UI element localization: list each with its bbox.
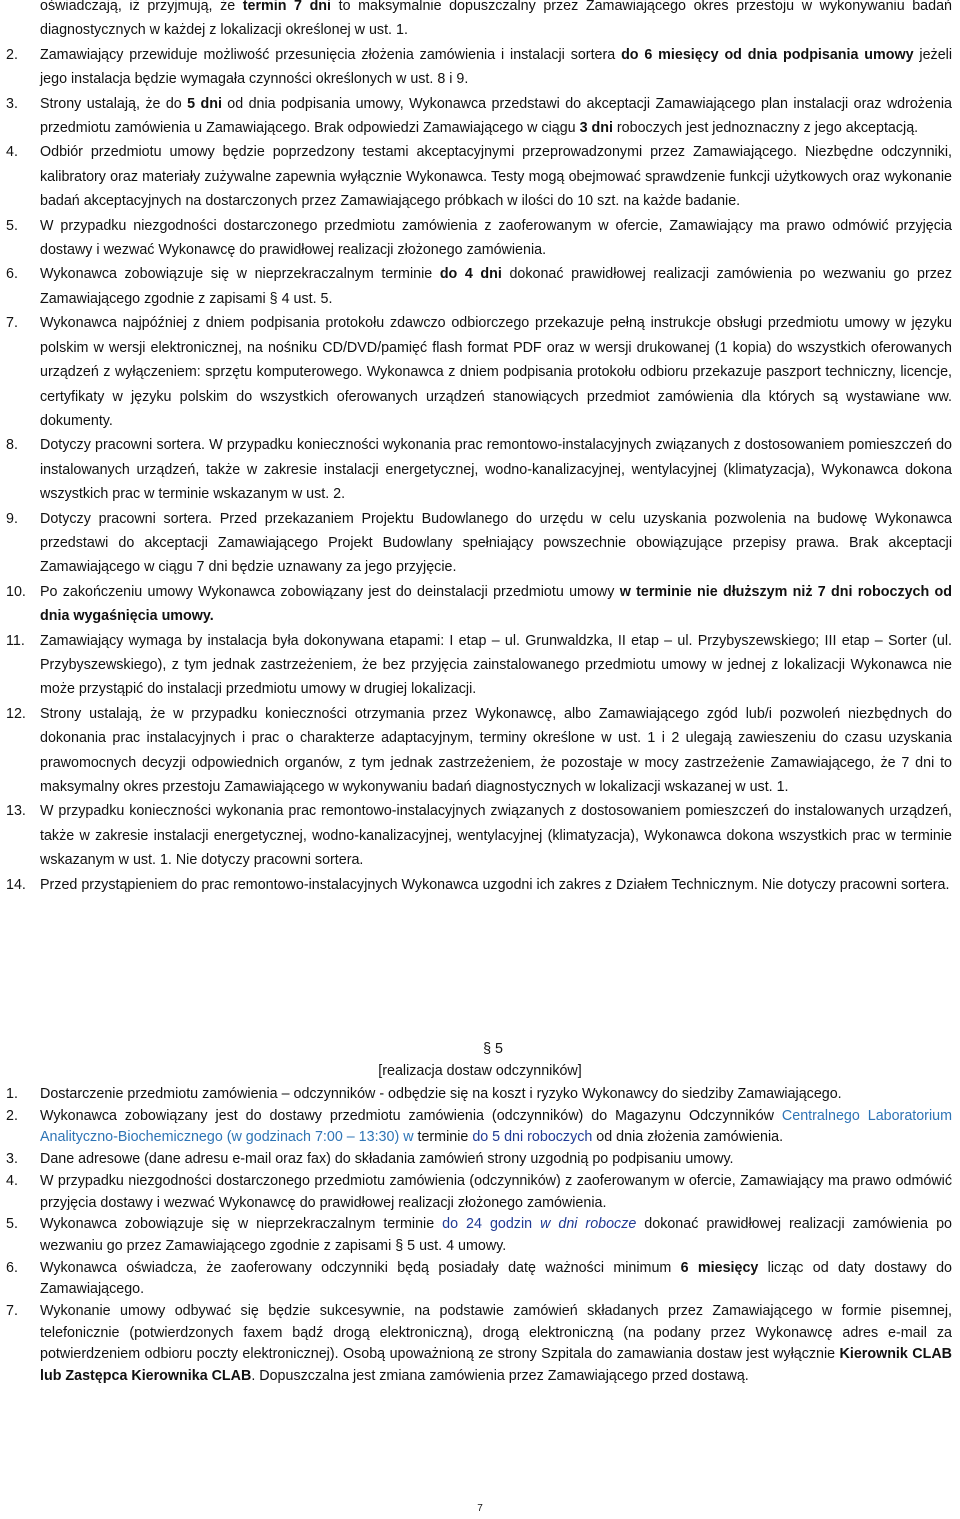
list-item-number: 3. <box>6 1151 18 1168</box>
text-run: Wykonawca zobowiązuje się w nieprzekraczalnym terminie <box>40 1216 443 1233</box>
list-item <box>0 1149 960 1171</box>
text-run: Dane adresowe (dane adresu e-mail oraz fax) do składania zamówień strony uzgodnią po podpisaniu umowy. <box>40 1151 734 1168</box>
text-run: 5 dni <box>187 95 222 112</box>
clause-list-section-5 <box>0 1084 960 1388</box>
list-item <box>0 799 960 872</box>
text-run: Przed przystąpieniem do prac remontowo-instalacyjnych Wykonawca uzgodni ich zakres z Działem Technicznym. Nie dotyczy pracowni sortera. <box>40 876 950 893</box>
text-run: Po zakończeniu umowy Wykonawca zobowiązany jest do deinstalacji przedmiotu umowy <box>40 583 620 600</box>
list-item-text <box>40 1171 960 1214</box>
list-item-text <box>40 629 960 702</box>
text-run: Centralnego Laboratorium Analityczno-Biochemicznego (w godzinach 7:00 – 13:30) w <box>40 1107 952 1146</box>
list-item-text <box>40 799 960 872</box>
list-item <box>0 873 960 897</box>
list-item-text <box>40 140 960 213</box>
text-run: do 4 dni <box>439 266 502 283</box>
text-run: Wykonawca zobowiązany jest do dostawy przedmiotu zamówienia (odczynników) do Magazynu Odczynników <box>40 1107 782 1124</box>
list-item-text <box>40 1084 960 1106</box>
list-item-number: 12. <box>6 705 26 722</box>
text-run: W przypadku niezgodności dostarczonego przedmiotu zamówienia (odczynników) z zaoferowanym w ofercie, Zamawiający ma prawo odmówić przyjęcia dostawy i wezwać Wykonawcę do prawidłowej realizacji złożonego zamówienia. <box>40 1172 952 1211</box>
text-run: termin 7 dni <box>242 0 332 14</box>
list-item <box>0 0 960 43</box>
text-run: do 24 godzin <box>442 1216 541 1233</box>
text-run: Wykonawca najpóźniej z dniem podpisania protokołu zdawczo odbiorczego przekazuje pełną instrukcje obsługi przedmiotu umowy w języku polskim w wersji elektronicznej, na nośniku CD/DVD/pamięć flash format PDF oraz w wersji drukowanej (1 kopia) do wszystkich oferowanych urządzeń z wyłączeniem: sprzętu komputerowego. Wykonawca z dniem podpisania protokołu odbioru przekazuje paszport techniczny, licencje, certyfikaty w języku polskim do wszystkich oferowanych urządzeń stanowiących przedmiot zamówienia dla których są wystawiane ww. dokumenty. <box>40 315 952 429</box>
list-item <box>0 214 960 263</box>
list-item <box>0 1084 960 1106</box>
list-item-text <box>40 1301 960 1388</box>
text-run: od dnia złożenia zamówienia. <box>592 1129 784 1146</box>
list-item-number: 7. <box>6 315 18 332</box>
text-run: do 6 miesięcy od dnia podpisania umowy <box>621 46 914 63</box>
list-item-number: 5. <box>6 1216 18 1233</box>
text-run: Wykonanie umowy odbywać się będzie sukcesywnie, na podstawie zamówień składanych przez Zamawiającego w formie pisemnej, telefonicznie (potwierdzonych faxem bądź drogą elektroniczną), drogą elektroniczną (na podany przez Wykonawcę adres e-mail za potwierdzeniem odbioru poczty elektronicznej). Osobą upoważnioną ze strony Szpitala do zamawiania dostaw jest wyłącznie <box>40 1303 952 1363</box>
text-run: w terminie nie dłuższym niż 7 dni roboczych od dnia wygaśnięcia umowy. <box>40 583 952 625</box>
list-item-number: 2. <box>6 46 18 63</box>
list-item-text <box>40 262 960 311</box>
text-run: W przypadku niezgodności dostarczonego przedmiotu zamówienia z zaoferowanym w ofercie, Zamawiający ma prawo odmówić przyjęcia dostawy i wezwać Wykonawcę do prawidłowej realizacji złożonego zamówienia. <box>40 217 952 259</box>
list-item-number: 14. <box>6 876 26 893</box>
list-item <box>0 1301 960 1388</box>
list-item <box>0 507 960 580</box>
section-sign: § 5 <box>483 1041 503 1057</box>
list-item <box>0 262 960 311</box>
list-item-number: 9. <box>6 510 18 527</box>
list-item-text <box>40 1149 960 1171</box>
list-item <box>0 1258 960 1301</box>
list-item <box>0 1106 960 1149</box>
text-run: Zamawiający przewiduje możliwość przesunięcia złożenia zamówienia i instalacji sortera <box>40 46 622 63</box>
list-item-number: 6. <box>6 266 18 283</box>
list-item-text <box>40 1258 960 1301</box>
list-item-number: 3. <box>6 95 18 112</box>
page-number: 7 <box>477 1503 483 1514</box>
text-run: W przypadku konieczności wykonania prac remontowo-instalacyjnych związanych z dostosowaniem pomieszczeń do instalowanych urządzeń, także w zakresie instalacji energetycznej, wodno-kanalizacyjnej, wentylacyjnej (klimatyzacja), Wykonawca dokona wszystkich prac w terminie wskazanym w ust. 1. Nie dotyczy pracowni sortera. <box>40 803 952 869</box>
list-item-number: 7. <box>6 1303 18 1320</box>
text-run: Odbiór przedmiotu umowy będzie poprzedzony testami akceptacyjnymi przeprowadzonymi przez Zamawiającego. Niezbędne odczynniki, kalibratory oraz materiały zużywalne zapewnia wyłącznie Wykonawca. Testy mogą obejmować sprawdzenie funkcji użytkowych oraz wykonanie badań akceptacyjnych na dostarczonych przez Zamawiającego próbkach w ilości do 10 szt. na każde badanie. <box>40 144 952 210</box>
text-run: dokonać prawidłowej realizacji zamówienia po wezwaniu go przez Zamawiającego zgodnie z zapisami § 4 ust. 5. <box>40 266 952 307</box>
list-item-text <box>40 43 960 92</box>
list-item-number: 4. <box>6 1172 18 1189</box>
text-run: Zamawiający wymaga by instalacja była dokonywana etapami: I etap – ul. Grunwaldzka, II etap – ul. Przybyszewskiego; III etap – Sorter (ul. Przybyszewskiego), z tym jednak zastrzeżeniem, że bez przyjęcia zainstalowanego przedmiotu umowy w jednej z lokalizacji Wykonawca nie może przystąpić do instalacji przedmiotu umowy w drugiej lokalizacji. <box>40 632 952 698</box>
text-run: to maksymalnie dopuszczalny przez Zamawiającego okres przestoju w wykonywaniu badań diagnostycznych w każdej z lokalizacji określonej w ust. 1. <box>40 0 952 39</box>
list-item-text <box>40 0 960 43</box>
list-item-text <box>40 1214 960 1257</box>
list-item-text <box>40 873 960 897</box>
text-run: Kierownik CLAB lub Zastępca Kierownika CLAB <box>40 1346 952 1385</box>
text-run: jeżeli jego instalacja będzie wymagała czynności określonych w ust. 8 i 9. <box>40 46 952 88</box>
list-item <box>0 43 960 92</box>
text-run: Wykonawca zobowiązuje się w nieprzekraczalnym terminie <box>40 266 440 283</box>
list-item <box>0 92 960 141</box>
text-run: terminie <box>413 1129 473 1146</box>
list-item-number: 5. <box>6 217 18 234</box>
list-item-text <box>40 311 960 433</box>
text-run: 3 dni <box>579 120 613 137</box>
section-title: [realizacja dostaw odczynników] <box>378 1063 582 1079</box>
text-run: Dostarczenie przedmiotu zamówienia – odczynników - odbędzie się na koszt i ryzyko Wykonawcy do siedziby Zamawiającego. <box>40 1086 842 1102</box>
list-item-number: 6. <box>6 1259 18 1276</box>
list-item-text <box>40 92 960 141</box>
list-item <box>0 140 960 213</box>
list-item-number: 11. <box>6 632 25 649</box>
list-item-text <box>40 580 960 629</box>
text-run: Dotyczy pracowni sortera. W przypadku konieczności wykonania prac remontowo-instalacyjnych związanych z dostosowaniem pomieszczeń do instalowanych urządzeń, także w zakresie instalacji energetycznej, wodno-kanalizacyjnej, wentylacyjnej (klimatyzacja), Wykonawca dokona wszystkich prac w terminie wskazanym w ust. 2. <box>40 437 952 503</box>
text-run: Wykonawca oświadcza, że zaoferowany odczynniki będą posiadały datę ważności minimum <box>40 1259 681 1276</box>
list-item-text <box>40 702 960 800</box>
list-item-text <box>40 1106 960 1149</box>
list-item-text <box>40 214 960 263</box>
text-run: 6 miesięcy <box>680 1259 759 1276</box>
list-item-number: 10. <box>6 583 26 600</box>
list-item-number: 4. <box>6 144 18 161</box>
text-run: oświadczają, iż przyjmują, że <box>40 0 243 14</box>
text-run: Strony ustalają, że w przypadku konieczności otrzymania przez Wykonawcę, albo Zamawiającego zgód lub/i pozwoleń niezbędnych do dokonania prac instalacyjnych i prac o charakterze adaptacyjnym, terminy określone w ust. 1 i 2 ulegają zawieszeniu do czasu uzyskania prawomocnych decyzji odpowiednich organów, z tym jednak zastrzeżeniem, że pozostaje w mocy zastrzeżenie Zamawiającego, że 7 dni to maksymalny okres przestoju Zamawiającego w wykonywaniu badań diagnostycznych w lokalizacji wskazanej w ust. 1. <box>40 705 952 795</box>
list-item <box>0 1171 960 1214</box>
list-item <box>0 629 960 702</box>
text-run: do 5 dni roboczych <box>472 1129 593 1146</box>
list-item-text <box>40 507 960 580</box>
text-run: dokonać prawidłowej realizacji zamówienia po wezwaniu go przez Zamawiającego zgodnie z zapisami § 5 ust. 4 umowy. <box>40 1216 952 1254</box>
text-run: . Dopuszczalna jest zmiana zamówienia przez Zamawiającego przed dostawą. <box>251 1368 749 1385</box>
list-item-number: 2. <box>6 1107 18 1124</box>
text-run: w dni robocze <box>540 1216 637 1233</box>
list-item <box>0 702 960 800</box>
list-item-number: 1. <box>6 1086 18 1102</box>
list-item <box>0 433 960 506</box>
list-item-text <box>40 433 960 506</box>
text-run: roboczych jest jednoznaczny z jego akceptacją. <box>612 120 919 137</box>
list-item <box>0 1214 960 1257</box>
text-run: Strony ustalają, że do <box>40 95 188 112</box>
list-item <box>0 311 960 433</box>
text-run: Dotyczy pracowni sortera. Przed przekazaniem Projektu Budowlanego do urzędu w celu uzyskania pozwolenia na budowę Wykonawca przedstawi do akceptacji Zamawiającego Projekt Budowlany spełniający powszechnie obowiązujące przepisy prawa. Brak akceptacji Zamawiającego w ciągu 7 dni będzie uznawany za jego przyjęcie. <box>40 510 952 576</box>
text-run: licząc od daty dostawy do Zamawiającego. <box>40 1259 953 1298</box>
list-item <box>0 580 960 629</box>
text-run: od dnia podpisania umowy, Wykonawca przedstawi do akceptacji Zamawiającego plan instalacji oraz wdrożenia przedmiotu zamówienia u Zamawiającego. Brak odpowiedzi Zamawiającego w ciągu <box>40 95 952 137</box>
list-item-number: 13. <box>6 803 26 820</box>
list-item-number: 8. <box>6 437 18 454</box>
